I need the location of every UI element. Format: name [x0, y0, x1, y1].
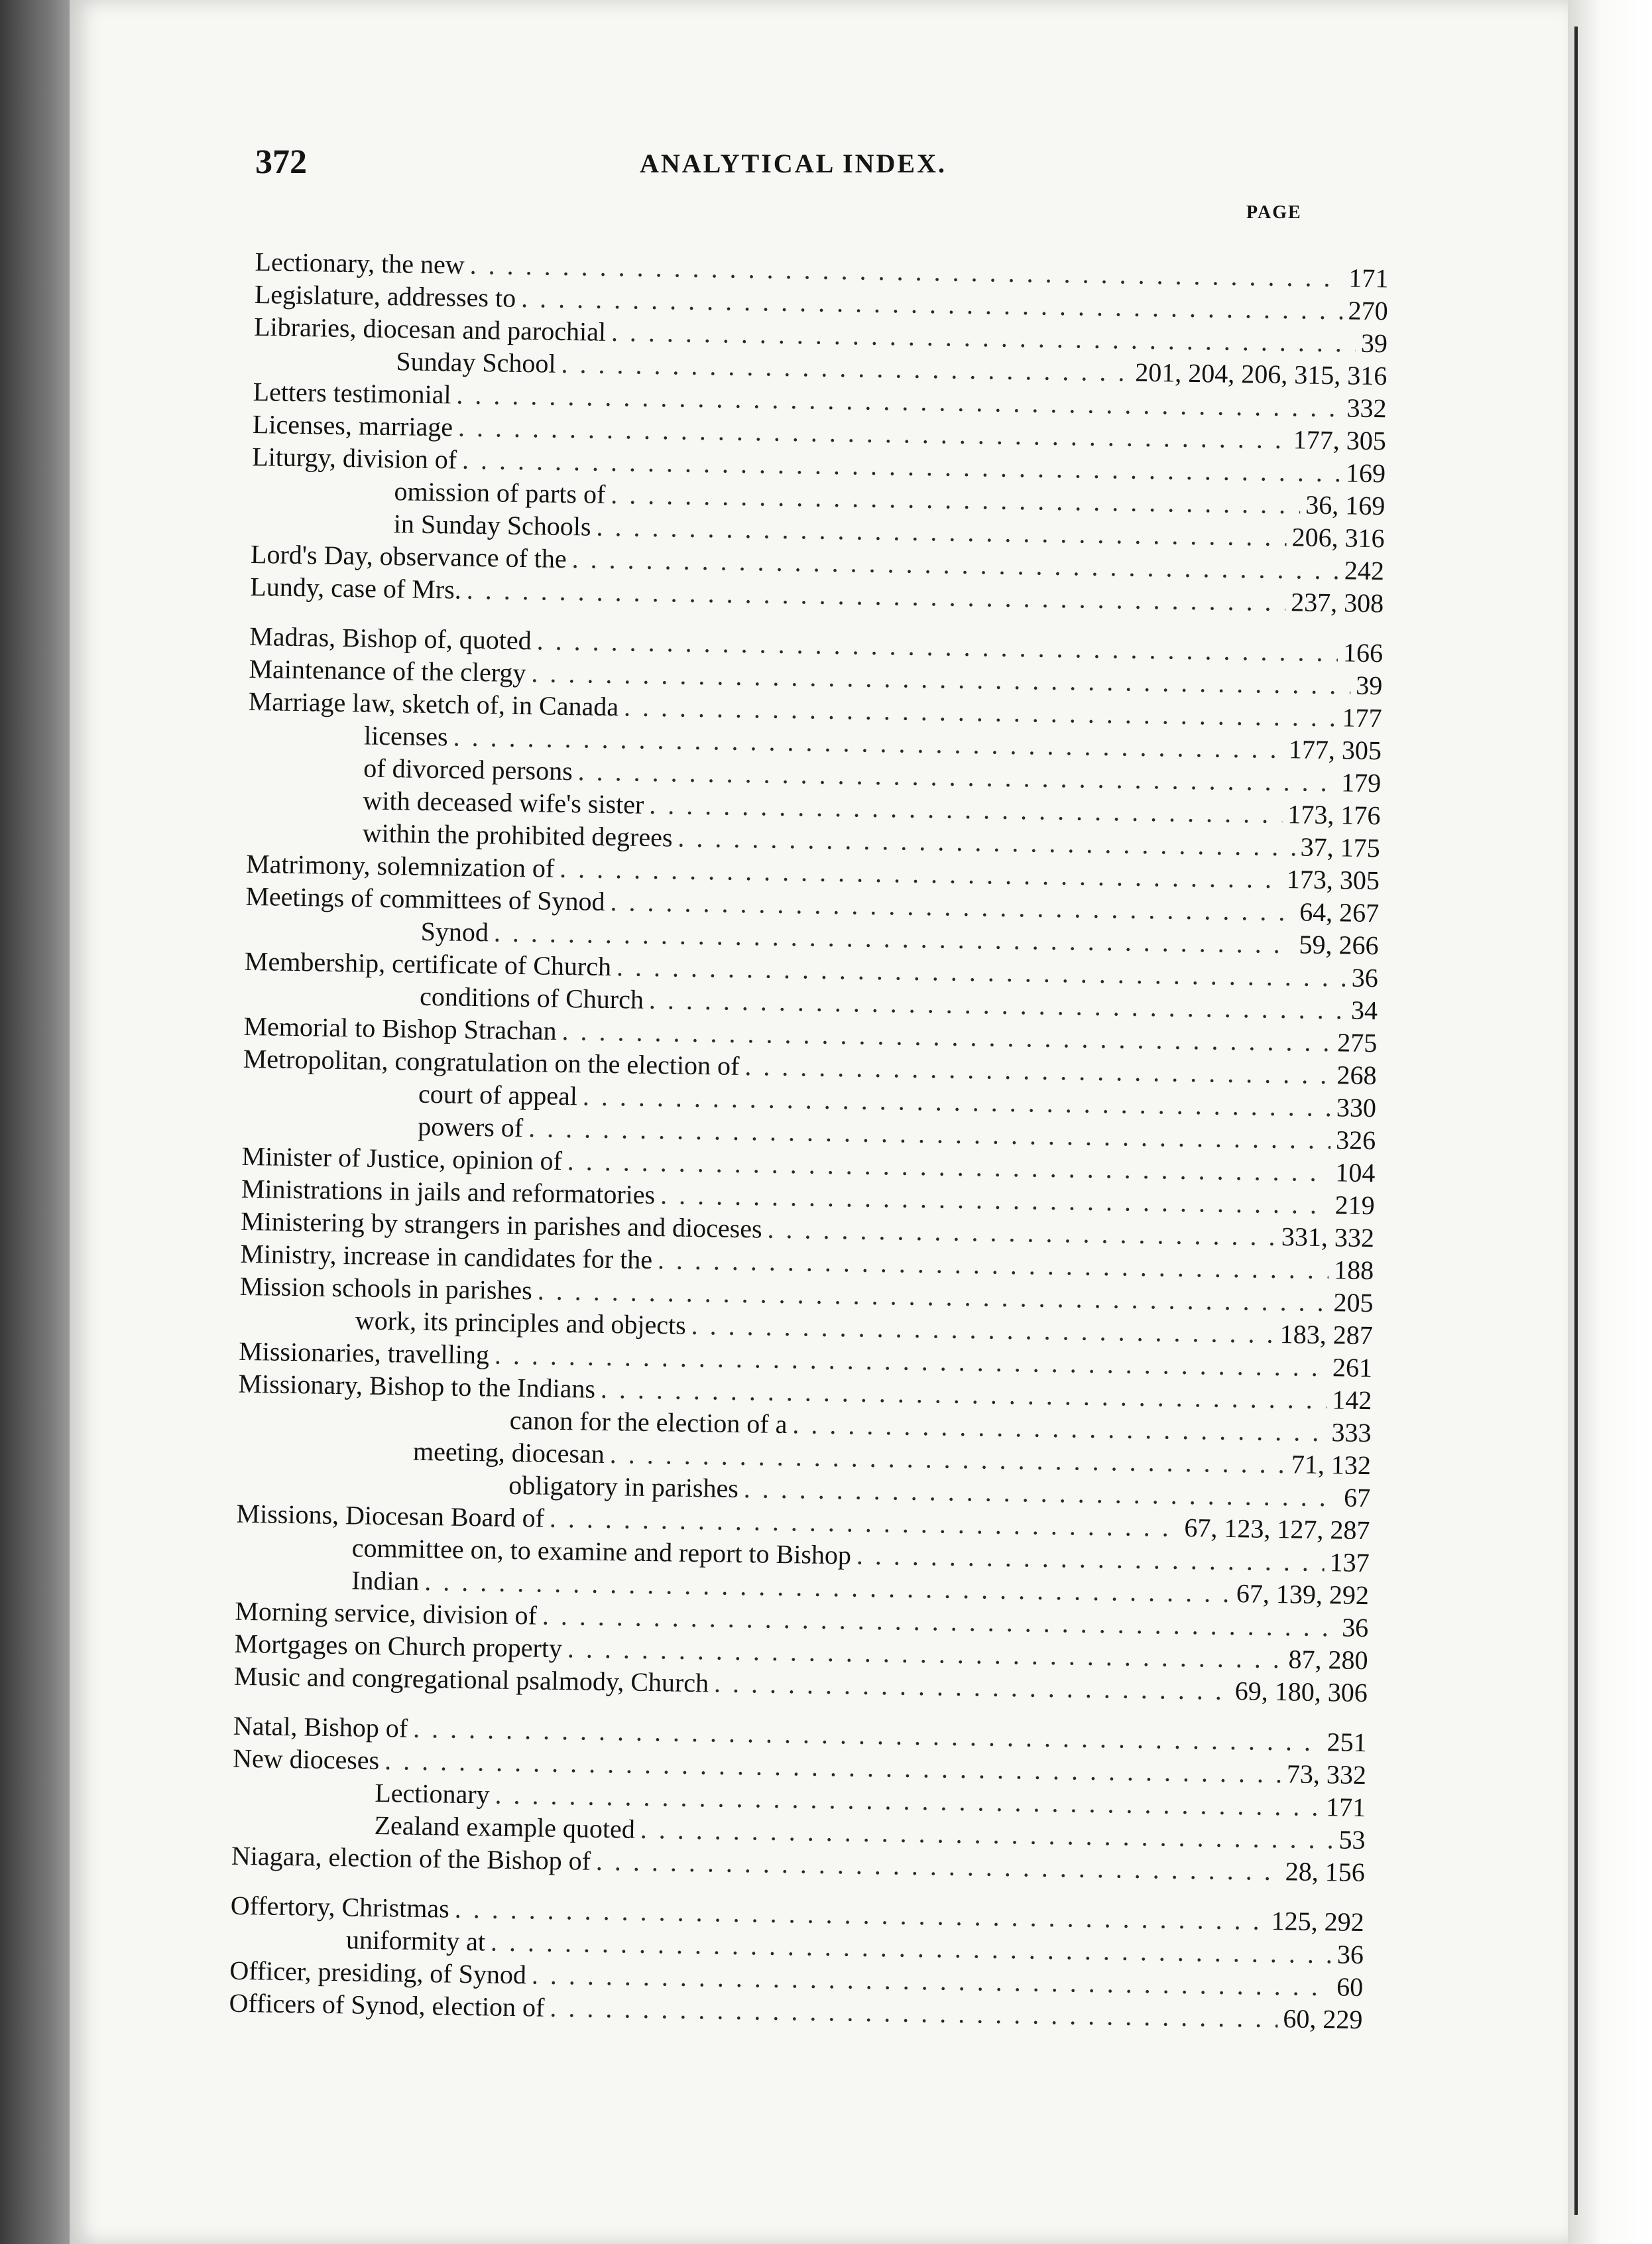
page-references: 104	[1335, 1157, 1376, 1188]
index-term: Officer, presiding, of Synod	[229, 1955, 527, 1990]
index-term: Zealand example quoted	[374, 1810, 636, 1844]
page-references: 28, 156	[1285, 1856, 1366, 1888]
index-term: licenses	[363, 720, 448, 752]
running-title: ANALYTICAL INDEX.	[640, 149, 947, 178]
page-references: 268	[1336, 1060, 1377, 1091]
page-references: 67, 139, 292	[1236, 1578, 1370, 1611]
page-references: 67	[1343, 1482, 1371, 1513]
index-term: Matrimony, solemnization of	[245, 848, 555, 883]
index-term: Natal, Bishop of	[233, 1710, 408, 1743]
index-term: committee on, to examine and report to Bishop	[351, 1532, 852, 1570]
index-term: New dioceses	[232, 1743, 380, 1776]
index-term: Madras, Bishop of, quoted	[249, 621, 532, 656]
index-term: Licenses, marriage	[252, 408, 453, 442]
index-term: work, its principles and objects	[355, 1305, 687, 1340]
page-references: 71, 132	[1291, 1449, 1372, 1481]
index-term: meeting, diocesan	[412, 1436, 605, 1469]
index-term: canon for the election of a	[509, 1404, 788, 1440]
index-term: Niagara, election of the Bishop of	[231, 1840, 591, 1876]
index-term: of divorced persons	[363, 753, 573, 786]
page-references: 177	[1342, 702, 1382, 733]
page-references: 261	[1332, 1352, 1373, 1383]
index-term: powers of	[417, 1111, 524, 1143]
index-term: Marriage law, sketch of, in Canada	[248, 686, 619, 722]
index-term: Lectionary, the new	[255, 246, 465, 280]
page-references: 219	[1334, 1190, 1376, 1221]
index-term: Offertory, Christmas	[230, 1890, 450, 1924]
page-references: 333	[1331, 1417, 1372, 1448]
page-references: 173, 176	[1287, 799, 1381, 831]
index-term: Mission schools in parishes	[239, 1271, 533, 1306]
page-references: 69, 180, 306	[1234, 1676, 1368, 1708]
index-entries	[229, 245, 1388, 2036]
page-references: 201, 204, 206, 315, 316	[1134, 357, 1387, 391]
index-term: Membership, certificate of Church	[244, 946, 612, 982]
index-term: with deceased wife's sister	[363, 785, 644, 820]
index-term: obligatory in parishes	[508, 1469, 739, 1504]
page-references: 331, 332	[1281, 1221, 1375, 1253]
index-term: Officers of Synod, election of	[229, 1987, 545, 2023]
page-references: 36	[1336, 1939, 1364, 1970]
book-binding	[0, 0, 70, 2244]
index-term: Lord's Day, observance of the	[250, 538, 567, 574]
page-references: 188	[1333, 1255, 1374, 1286]
index-term: Morning service, division of	[235, 1595, 538, 1631]
page-references: 237, 308	[1290, 587, 1384, 619]
index-term: in Sunday Schools	[393, 509, 591, 542]
index-term: Missionary, Bishop to the Indians	[238, 1368, 596, 1404]
index-term: Missionaries, travelling	[238, 1336, 490, 1370]
page-references: 73, 332	[1286, 1759, 1367, 1790]
index-term: within the prohibited degrees	[362, 818, 673, 853]
page-references: 275	[1337, 1027, 1378, 1058]
page-references: 67, 123, 127, 287	[1184, 1513, 1370, 1546]
index-term: Meetings of committees of Synod	[245, 881, 605, 916]
page-references: 60, 229	[1283, 2003, 1363, 2035]
page-references: 183, 287	[1279, 1319, 1374, 1351]
index-term: Legislature, addresses to	[254, 279, 516, 313]
index-term: Libraries, diocesan and parochial	[253, 311, 607, 347]
page-references: 251	[1327, 1727, 1368, 1758]
page-references: 177, 305	[1288, 734, 1382, 766]
page-references: 37, 175	[1300, 832, 1381, 863]
index-term: Metropolitan, congratulation on the election of	[243, 1043, 740, 1081]
page-references: 53	[1338, 1824, 1366, 1855]
index-term: Music and congregational psalmody, Church	[233, 1660, 709, 1698]
index-term: Synod	[420, 916, 489, 948]
index-term: Indian	[351, 1565, 420, 1596]
index-term: Missions, Diocesan Board of	[236, 1498, 545, 1533]
page-edge-line	[1574, 27, 1578, 2215]
page-references: 59, 266	[1299, 929, 1379, 961]
page-references: 169	[1345, 458, 1386, 489]
page-number: 372	[255, 143, 307, 181]
page-references: 330	[1336, 1092, 1377, 1123]
index-term: Sunday School	[396, 346, 556, 379]
index-term: conditions of Church	[419, 981, 644, 1015]
index-term: Ministering by strangers in parishes and dioceses	[240, 1206, 762, 1244]
page-references: 205	[1333, 1287, 1374, 1318]
page-references: 142	[1332, 1385, 1372, 1416]
page-references: 39	[1356, 670, 1383, 701]
page-references: 326	[1335, 1125, 1376, 1156]
page-references: 36	[1351, 962, 1379, 993]
index-term: uniformity at	[345, 1924, 486, 1957]
index-term: Memorial to Bishop Strachan	[243, 1011, 557, 1046]
index-term: Ministrations in jails and reformatories	[241, 1173, 656, 1210]
page-references: 137	[1329, 1547, 1370, 1578]
page-references: 242	[1344, 555, 1385, 586]
index-term: Lectionary	[375, 1777, 490, 1810]
page-references: 177, 305	[1293, 424, 1387, 456]
page-references: 179	[1340, 767, 1382, 798]
page-references: 173, 305	[1286, 864, 1380, 896]
page-references: 87, 280	[1288, 1644, 1368, 1676]
index-term: Liturgy, division of	[251, 441, 457, 475]
page-references: 64, 267	[1299, 897, 1380, 928]
page-references: 171	[1325, 1792, 1366, 1823]
index-term: Letters testimonial	[253, 376, 451, 410]
index-term: omission of parts of	[394, 476, 606, 509]
page-references: 36	[1341, 1612, 1369, 1643]
page-column-heading: PAGE	[1246, 202, 1302, 223]
page-references: 166	[1342, 637, 1384, 668]
page-header	[255, 143, 1382, 196]
index-term: Lundy, case of Mrs.	[250, 571, 462, 605]
index-term: court of appeal	[418, 1078, 578, 1111]
page-references: 39	[1360, 328, 1388, 359]
page-references: 206, 316	[1291, 522, 1385, 554]
index-term: Maintenance of the clergy	[249, 653, 526, 688]
page-references: 60	[1336, 1971, 1364, 2003]
page-references: 270	[1348, 295, 1389, 326]
page-edge	[1568, 0, 1652, 2244]
page-references: 171	[1348, 263, 1389, 294]
index-term: Ministry, increase in candidates for the	[240, 1238, 653, 1275]
index-term: Mortgages on Church property	[234, 1628, 563, 1664]
index-term: Minister of Justice, opinion of	[241, 1141, 563, 1176]
page-references: 332	[1346, 393, 1387, 424]
page-references: 34	[1350, 995, 1378, 1026]
page-references: 125, 292	[1271, 1906, 1365, 1938]
page-references: 36, 169	[1305, 489, 1386, 521]
